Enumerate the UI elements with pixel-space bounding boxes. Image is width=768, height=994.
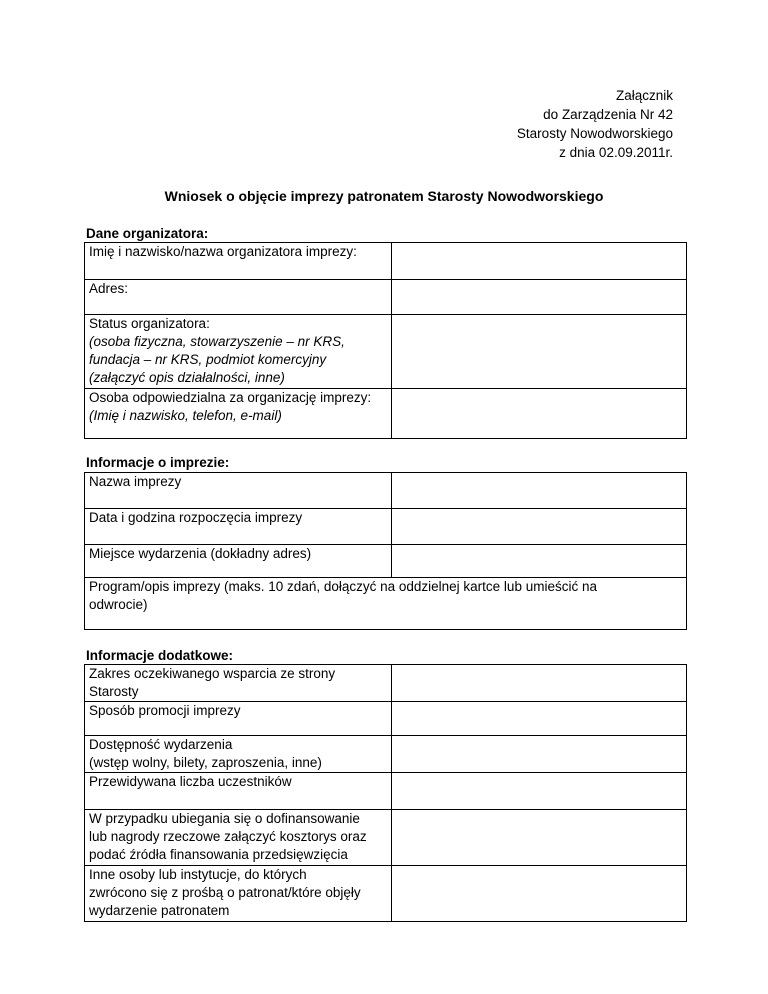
others-label: zwrócono się z prośbą o patronat/które objęły [89, 885, 361, 900]
support-label: Zakres oczekiwanego wsparcia ze strony [89, 666, 336, 681]
status-hint: (załączyć opis działalności, inne) [89, 370, 285, 385]
attachment-header [517, 86, 673, 162]
support-field[interactable] [392, 665, 687, 702]
organizer-table [84, 242, 687, 439]
others-label-cell [85, 866, 392, 922]
responsible-label: Osoba odpowiedzialna za organizację imprezy: [89, 390, 372, 405]
promotion-field[interactable] [392, 702, 687, 736]
support-label-cell [85, 665, 392, 702]
event-heading: Informacje o imprezie: [86, 455, 230, 470]
funding-label-cell [85, 810, 392, 866]
participants-label: Przewidywana liczba uczestników [85, 773, 392, 810]
organizer-heading: Dane organizatora: [86, 226, 209, 241]
attachment-line: Załącznik [615, 88, 673, 103]
event-name-field[interactable] [392, 473, 687, 509]
document-title: Wniosek o objęcie imprezy patronatem Starosty Nowodworskiego [164, 188, 604, 204]
event-program-label: Program/opis imprezy (maks. 10 zdań, dołączyć na oddzielnej kartce lub umieścić na [89, 579, 597, 594]
access-label-cell [85, 736, 392, 773]
others-label: Inne osoby lub instytucje, do których [89, 867, 307, 882]
support-label: Starosty [89, 684, 139, 699]
event-name-label: Nazwa imprezy [85, 473, 392, 509]
responsible-hint: (Imię i nazwisko, telefon, e-mail) [89, 408, 282, 423]
status-field[interactable] [392, 315, 687, 389]
funding-label: lub nagrody rzeczowe załączyć kosztorys oraz [89, 829, 367, 844]
event-date-label: Data i godzina rozpoczęcia imprezy [85, 509, 392, 545]
status-label-cell [85, 315, 392, 389]
responsible-label-cell [85, 389, 392, 439]
status-hint: fundacja – nr KRS, podmiot komercyjny [89, 352, 327, 367]
event-place-field[interactable] [392, 545, 687, 578]
attachment-line: Starosty Nowodworskiego [516, 126, 673, 141]
additional-heading: Informacje dodatkowe: [86, 648, 234, 663]
responsible-field[interactable] [392, 389, 687, 439]
address-field[interactable] [392, 280, 687, 315]
funding-label: W przypadku ubiegania się o dofinansowanie [89, 811, 360, 826]
funding-label: podać źródła finansowania przedsięwzięcia [89, 847, 348, 862]
attachment-line: z dnia 02.09.2011r. [559, 145, 673, 160]
event-program-label: odwrocie) [89, 597, 148, 612]
additional-table [84, 664, 687, 922]
others-label: wydarzenie patronatem [89, 903, 230, 918]
organizer-name-field[interactable] [392, 243, 687, 280]
event-table [84, 472, 687, 630]
status-hint: (osoba fizyczna, stowarzyszenie – nr KRS, [89, 334, 345, 349]
funding-field[interactable] [392, 810, 687, 866]
attachment-line: do Zarządzenia Nr 42 [543, 107, 673, 122]
event-program-field[interactable] [85, 578, 687, 630]
status-label: Status organizatora: [89, 316, 210, 331]
access-label: Dostępność wydarzenia [89, 737, 233, 752]
event-place-label: Miejsce wydarzenia (dokładny adres) [85, 545, 392, 578]
address-label: Adres: [85, 280, 392, 315]
participants-field[interactable] [392, 773, 687, 810]
others-field[interactable] [392, 866, 687, 922]
promotion-label: Sposób promocji imprezy [85, 702, 392, 736]
event-date-field[interactable] [392, 509, 687, 545]
access-label: (wstęp wolny, bilety, zaproszenia, inne) [89, 755, 322, 770]
access-field[interactable] [392, 736, 687, 773]
organizer-name-label: Imię i nazwisko/nazwa organizatora imprezy: [85, 243, 392, 280]
